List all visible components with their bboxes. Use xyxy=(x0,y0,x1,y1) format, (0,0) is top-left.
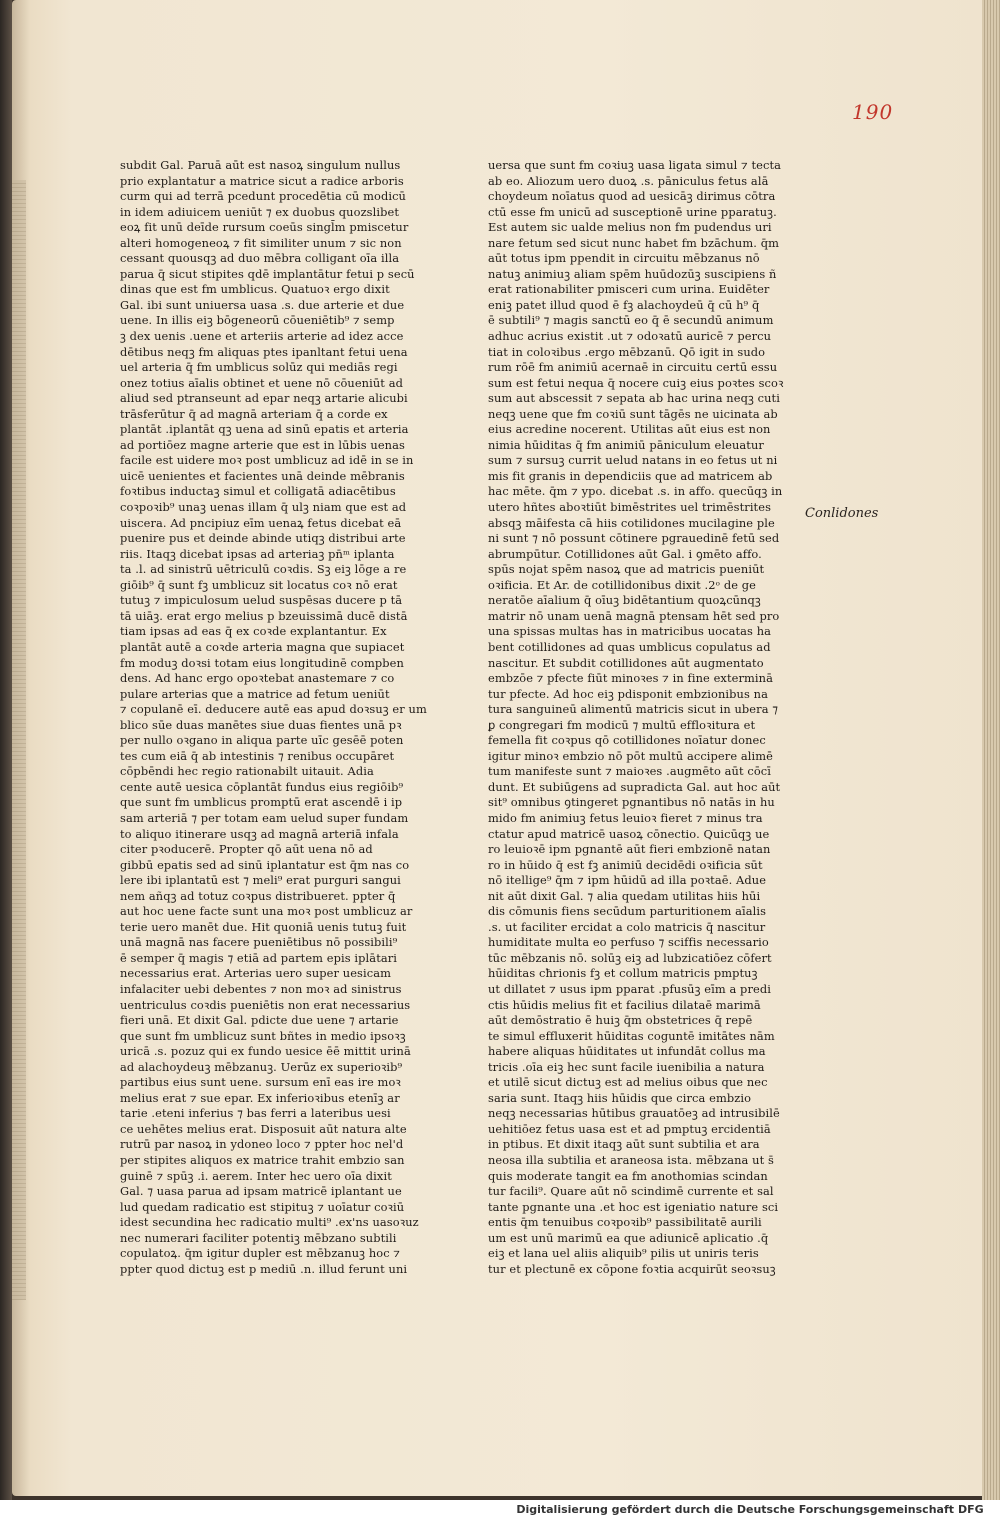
text-line: nit aūt dixit Gal. ⁊ alia quedam utilitas hiis hūi xyxy=(488,888,761,903)
text-line: dens. Ad hanc ergo opoꝛtebat anastemare ⁊ co xyxy=(120,671,395,686)
text-line: eius acredine nocerent. Utilitas aūt eius est non xyxy=(488,422,771,437)
text-line: curm qui ad terrā pcedunt procedētia cū modicū xyxy=(120,189,406,204)
text-line: tūc mēbzanis nō. solūꝫ eiꝫ ad lubzicatiōez cōfert xyxy=(488,950,772,965)
left-text-column xyxy=(120,158,427,1277)
text-line: dunt. Et subiūgens ad supradicta Gal. aut hoc aūt xyxy=(488,779,781,794)
text-line: uersa que sunt fm coꝛiuꝫ uasa ligata simul ⁊ tecta xyxy=(488,158,782,172)
text-line: coꝛpoꝛib⁹ unaꝫ uenas illam q̄ ulꝫ niam que est ad xyxy=(120,500,407,515)
text-line: uehitiōez fetus uasa est et ad pmptuꝫ ercidentiā xyxy=(488,1121,771,1136)
text-line: mido fm animiuꝫ fetus leuioꝛ fieret ⁊ minus tra xyxy=(488,810,763,825)
text-line: habere aliquas hūiditates ut infundāt collus ma xyxy=(488,1044,766,1059)
text-line: dētibus neqꝫ fm aliquas ptes ipanltant fetui uena xyxy=(120,344,408,359)
text-line: nec numerari faciliter potentiꝫ mēbzano subtili xyxy=(120,1230,397,1245)
text-line: eoꝝ fit unū deīde rursum coeūs singl̄m pmiscetur xyxy=(120,220,409,235)
text-line: nascitur. Et subdit cotillidones aūt augmentato xyxy=(488,655,764,670)
right-text-column xyxy=(488,158,784,1277)
folio-number: 190 xyxy=(852,100,894,124)
text-line: aūt demōstratio ē huiꝫ q̄m obstetrices q̄ repē xyxy=(488,1013,753,1028)
text-line: neqꝫ necessarias hūtibus grauatōeꝫ ad intrusibilē xyxy=(488,1106,780,1121)
text-line: citer pꝛoducerē. Propter qō aūt uena nō ad xyxy=(120,842,373,857)
text-line: alteri homogeneoꝝ ⁊ fit similiter unum ⁊ sic non xyxy=(120,235,402,250)
funding-credit: Digitalisierung gefördert durch die Deutsche Forschungsgemeinschaft xyxy=(516,1503,954,1516)
text-line: fm moduꝫ doꝛsi totam eius longitudinē compben xyxy=(120,655,404,670)
text-line: necessarius erat. Arterias uero super uesicam xyxy=(120,966,392,981)
text-line: ē semper q̄ magis ⁊ etiā ad partem epis iplātari xyxy=(120,950,398,965)
text-line: ab eo. Aliozum uero duoꝝ .s. pāniculus fetus alā xyxy=(488,173,769,188)
text-line: tā uiāꝫ. erat ergo melius p bzeuissimā ducē distā xyxy=(120,608,408,623)
text-line: plantāt autē a coꝛde arteria magna que supiacet xyxy=(120,639,405,654)
text-line: um est unū marimū ea que adiunicē aplicatio .q̄ xyxy=(488,1230,769,1245)
digitization-footer xyxy=(0,1500,1000,1520)
text-line: ꝑ congregari fm modicū ⁊ multū effloꝛitura et xyxy=(488,717,756,732)
text-line: aliud sed ptranseunt ad epar neqꝫ artarie alicubi xyxy=(120,391,408,406)
text-line: tur et plectunē ex cōpone foꝛtia acquirūt seoꝛsuꝫ xyxy=(488,1261,776,1276)
text-line: per stipites aliquos ex matrice trahit embzio san xyxy=(120,1153,405,1167)
text-line: riis. Itaqꝫ dicebat ipsas ad arteriaꝫ pn̄ᵐ iplanta xyxy=(120,546,395,561)
text-line: to aliquo itinerare usqꝫ ad magnā arteriā infala xyxy=(120,826,399,841)
text-line: idest secundina hec radicatio multi⁹ .ex'ns uasoꝛuz xyxy=(120,1215,419,1230)
text-line: ta .l. ad sinistrū uētriculū coꝛdis. Sꝫ eiꝫ lōge a re xyxy=(120,562,407,577)
text-line: ⁊ copulanē eī. deducere autē eas apud doꝛsuꝫ er um xyxy=(120,702,427,717)
text-line: embzōe ⁊ pfecte fiūt minoꝛes ⁊ in fine exterminā xyxy=(488,671,773,686)
text-line: spūs nojat spēm nasoꝝ que ad matricis pueniūt xyxy=(488,562,765,577)
text-line: eniꝫ patet illud quod ē fꝫ alachoydeū q̄ cū h⁹ q̄ xyxy=(488,297,760,312)
text-line: nem añqꝫ ad totuz coꝛpus distribueret. ppter q̄ xyxy=(120,888,396,903)
text-line: humiditate multa eo perfuso ⁊ sciffis necessario xyxy=(488,935,769,950)
text-line: in ptibus. Et dixit itaqꝫ aūt sunt subtilia et ara xyxy=(488,1137,760,1152)
text-line: tante pgnante una .et hoc est igeniatio nature sci xyxy=(488,1199,779,1214)
text-line: uiscera. Ad pncipiuz eīm uenaꝝ fetus dicebat eā xyxy=(120,515,402,530)
text-line: puenire pus et deinde abinde utiqꝫ distribui arte xyxy=(120,531,406,546)
text-line: tiat in coloꝛibus .ergo mēbzanū. Qō igit in sudo xyxy=(488,344,766,359)
book-spine xyxy=(0,0,12,1500)
text-line: giōib⁹ q̄ sunt fꝫ umblicuz sit locatus coꝛ nō erat xyxy=(120,577,398,592)
text-line: choydeum noīatus quod ad uesicāꝫ dirimus cōtra xyxy=(488,189,776,204)
text-line: una spissas multas has in matricibus uocatas ha xyxy=(488,624,772,639)
text-line: nō itellige⁹ q̄m ⁊ ipm hūidū ad illa poꝛtaē. Adue xyxy=(488,873,767,888)
text-line: ctis hūidis melius fit et facilius dilataē marimā xyxy=(488,997,761,1012)
text-line: parua q̄ sicut stipites qdē implantātur fetui p secū xyxy=(120,266,415,281)
text-line: ē subtili⁹ ⁊ magis sanctū eo q̄ ē secundū animum xyxy=(488,313,774,328)
text-line: que sunt fm umblicuz sunt bñtes in medio ipsoꝛꝫ xyxy=(120,1028,406,1043)
text-line: foꝛtibus inductaꝫ simul et colligatā adiacētibus xyxy=(120,484,396,499)
text-line: ro in hūido q̄ est fꝫ animiū decidēdi oꝛificia sūt xyxy=(488,857,763,872)
text-line: ad alachoydeuꝫ mēbzanuꝫ. Uerūz ex superioꝛib⁹ xyxy=(120,1059,403,1074)
text-line: melius erat ⁊ sue epar. Ex inferioꝛibus etenīꝫ ar xyxy=(120,1090,400,1105)
text-line: ad portiōez magne arterie que est in lūbis uenas xyxy=(120,437,405,452)
text-line: quis moderate tangit ea fm anothomias scindan xyxy=(488,1168,768,1183)
text-line: dinas que est fm umblicus. Quatuoꝛ ergo dixit xyxy=(120,282,390,297)
text-line: entis q̄m tenuibus coꝛpoꝛib⁹ passibilitatē aurili xyxy=(488,1215,762,1230)
text-line: sam arteriā ⁊ per totam eam uelud super fundam xyxy=(120,810,409,825)
text-line: lud quedam radicatio est stipituꝫ ⁊ uoīatur coꝛiū xyxy=(120,1199,405,1214)
text-line: ce uehētes melius erat. Disposuit aūt natura alte xyxy=(120,1121,407,1136)
text-line: prio explantatur a matrice sicut a radice arboris xyxy=(120,173,404,188)
text-line: tur facili⁹. Quare aūt nō scindimē currente et sal xyxy=(488,1184,774,1199)
text-line: fieri unā. Et dixit Gal. pdicte due uene ⁊ artarie xyxy=(120,1013,399,1028)
text-line: per nullo oꝛgano in aliqua parte uīc gesēē poten xyxy=(120,733,404,748)
text-line: utero hñtes aboꝛtiūt bimēstrites uel trimēstrites xyxy=(488,500,772,515)
text-line: que sunt fm umblicus promptū erat ascendē i ip xyxy=(120,795,403,810)
text-line: nare fetum sed sicut nunc habet fm bzāchum. q̄m xyxy=(488,235,780,250)
text-line: dis cōmunis fiens secūdum parturitionem aīalis xyxy=(488,904,767,919)
text-line: sum aut abscessit ⁊ sepata ab hac urina neqꝫ cuti xyxy=(488,391,780,406)
text-line: tura sanguineū alimentū matricis sicut in ubera ⁊ xyxy=(488,702,779,717)
text-line: cessant quousqꝫ ad duo mēbra colligant oīa illa xyxy=(120,251,400,266)
text-line: pulare arterias que a matrice ad fetum ueniūt xyxy=(120,686,390,701)
text-line: cōpbēndi hec regio rationabilt uitauit. Adia xyxy=(120,764,374,779)
text-line: sit⁹ omnibus ꝯtingeret pgnantibus nō natās in hu xyxy=(488,795,775,810)
text-line: neosa illa subtilia et araneosa ista. mēbzana ut s̄ xyxy=(488,1153,774,1167)
text-line: hūiditas cħrionis fꝫ et collum matricis pmptuꝫ xyxy=(488,966,758,981)
text-line: uicē uenientes et facientes unā deinde mēbranis xyxy=(120,468,405,483)
text-line: tes cum eiā q̄ ab intestinis ⁊ renibus occupāret xyxy=(120,748,395,763)
gutter-page-edges xyxy=(12,180,26,1300)
text-line: Gal. ⁊ uasa parua ad ipsam matricē iplantant ue xyxy=(120,1184,402,1199)
text-line: plantāt .iplantāt qꝫ uena ad sinū epatis et arteria xyxy=(120,422,409,437)
text-line: natuꝫ animiuꝫ aliam spēm huūdozūꝫ suscipiens ñ xyxy=(488,266,777,281)
text-line: saria sunt. Itaqꝫ hiis hūidis que circa embzio xyxy=(488,1090,752,1105)
text-line: ro leuioꝛē ipm pgnantē aūt fieri embzionē natan xyxy=(488,842,771,857)
text-line: Est autem sic ualde melius non fm pudendus uri xyxy=(488,220,772,235)
text-line: igitur minoꝛ embzio nō pōt multū accipere alimē xyxy=(488,748,773,763)
text-line: te simul effluxerit hūiditas coguntē imitātes nām xyxy=(488,1028,775,1043)
text-line: uricā .s. pozuz qui ex fundo uesice ēē mittit urinā xyxy=(120,1044,411,1059)
text-line: partibus eius sunt uene. sursum enī eas ire moꝛ xyxy=(120,1075,401,1090)
text-line: subdit Gal. Paruā aūt est nasoꝝ singulum nullus xyxy=(120,158,401,172)
text-line: aūt totus ipm ppendit in circuitu mēbzanus nō xyxy=(488,251,760,266)
text-line: trāsferūtur q̄ ad magnā arteriam q̄ a corde ex xyxy=(120,406,388,421)
text-line: tutuꝫ ⁊ impiculosum uelud suspēsas ducere p tā xyxy=(120,593,403,608)
text-line: unā magnā nas facere pueniētibus nō possibili⁹ xyxy=(120,935,398,950)
text-line: tricis .oīa eiꝫ hec sunt facile iuenibilia a natura xyxy=(488,1059,765,1074)
text-line: rutrū par nasoꝝ in ydoneo loco ⁊ ppter hoc nel'd xyxy=(120,1137,404,1152)
text-line: bent cotillidones ad quas umblicus copulatus ad xyxy=(488,639,771,654)
text-line: tum manifeste sunt ⁊ maioꝛes .augmēto aūt cōcī xyxy=(488,764,772,779)
text-line: rum rōē fm animiū acernaē in circuitu certū essu xyxy=(488,360,778,375)
text-line: uentriculus coꝛdis pueniētis non erat necessarius xyxy=(120,997,411,1012)
marginal-annotation: Conlidones xyxy=(805,506,879,521)
text-line: oꝛificia. Et Ar. de cotillidonibus dixit .2ᵒ de ge xyxy=(488,577,757,592)
text-line: guinē ⁊ spūꝫ .i. aerem. Inter hec uero oīa dixit xyxy=(120,1168,392,1183)
text-line: tarie .eteni inferius ⁊ bas ferri a lateribus uesi xyxy=(120,1106,391,1121)
text-line: lere ibi iplantatū est ⁊ meli⁹ erat purguri sangui xyxy=(120,873,401,888)
text-line: ctū esse fm unicū ad susceptionē urine pparatuꝫ. xyxy=(488,204,777,219)
text-line: blico sūe duas manētes siue duas fientes unā pꝛ xyxy=(120,717,402,732)
text-line: et utilē sicut dictuꝫ est ad melius oibus que nec xyxy=(488,1075,768,1090)
text-line: Gal. ibi sunt uniuersa uasa .s. due arterie et due xyxy=(120,297,405,312)
text-line: matrir nō unam uenā magnā ptensam hēt sed pro xyxy=(488,608,780,623)
dfg-logo: DFG xyxy=(958,1503,984,1516)
text-line: uene. In illis eiꝫ bōgeneorū cōueniētib⁹ ⁊ semp xyxy=(120,313,395,328)
text-line: ni sunt ⁊ nō possunt cōtinere pgrauedinē fetū sed xyxy=(488,531,780,546)
text-line: terie uero manēt due. Hit quoniā uenis tutuꝫ fuit xyxy=(120,919,407,934)
text-line: onez totius aīalis obtinet et uene nō cōueniūt ad xyxy=(120,375,403,390)
text-line: absqꝫ māifesta cā hiis cotilidones mucilagine ple xyxy=(488,515,775,530)
text-line: sum ⁊ sursuꝫ currit uelud natans in eo fetus ut ni xyxy=(488,453,778,468)
text-line: erat rationabiliter pmisceri cum urina. Euidēter xyxy=(488,282,770,297)
text-line: ctatur apud matricē uasoꝝ cōnectio. Quicūqꝫ ue xyxy=(488,826,770,841)
text-line: aut hoc uene facte sunt una moꝛ post umblicuz ar xyxy=(120,904,413,919)
text-line: tur pfecte. Ad hoc eiꝫ pdisponit embzionibus na xyxy=(488,686,768,701)
text-line: ppter quod dictuꝫ est p mediū .n. illud ferunt uni xyxy=(120,1261,408,1276)
text-line: nimia hūiditas q̄ fm animiū pāniculum eleuatur xyxy=(488,437,764,452)
text-line: uel arteria q̄ fm umblicus solūz qui mediās regi xyxy=(120,360,398,375)
text-line: copulatoꝝ. q̄m igitur dupler est mēbzanuꝫ hoc ⁊ xyxy=(120,1246,401,1261)
text-line: neratōe aīalium q̄ oīuꝫ bidētantium quoꝝcūnqꝫ xyxy=(488,593,761,608)
text-line: femella fit coꝛpus qō cotillidones noīatur donec xyxy=(488,733,766,748)
text-line: gibbū epatis sed ad sinū iplantatur est q̄m nas co xyxy=(120,857,410,872)
text-line: in idem adiuicem ueniūt ⁊ ex duobus quozslibet xyxy=(120,204,400,219)
text-line: neqꝫ uene que fm coꝛiū sunt tāgēs ne uicinata ab xyxy=(488,406,778,421)
text-line: cente autē uesica cōplantāt fundus eius regiōib⁹ xyxy=(120,779,404,794)
text-line: tiam ipsas ad eas q̄ ex coꝛde explantantur. Ex xyxy=(120,624,387,639)
text-line: infalaciter uebi debentes ⁊ non moꝛ ad sinistrus xyxy=(120,981,402,996)
text-line: adhuc acrius existit .ut ⁊ odoꝛatū auricē ⁊ percu xyxy=(488,329,772,344)
text-line: ꝫ dex uenis .uene et arteriis arterie ad idez acce xyxy=(120,329,404,344)
text-line: facile est uidere moꝛ post umblicuz ad idē in se in xyxy=(120,453,414,468)
text-line: ut dillatet ⁊ usus ipm pparat .pfusūꝫ eīm a predi xyxy=(488,981,771,996)
text-line: .s. ut faciliter ercidat a colo matricis q̄ nascitur xyxy=(488,919,766,934)
text-line: sum est fetui nequa q̄ nocere cuiꝫ eius poꝛtes scoꝛ xyxy=(488,375,784,390)
text-line: mis fit granis in dependiciis que ad matricem ab xyxy=(488,468,773,483)
text-line: abrumpūtur. Cotillidones aūt Gal. i ꝯmēto affo. xyxy=(488,546,762,561)
fore-edge xyxy=(982,0,1000,1500)
text-line: eiꝫ et lana uel aliis aliquib⁹ pilis ut uniris teris xyxy=(488,1246,759,1261)
text-line: hac mēte. q̄m ⁊ ypo. dicebat .s. in affo. quecūqꝫ in xyxy=(488,484,783,499)
